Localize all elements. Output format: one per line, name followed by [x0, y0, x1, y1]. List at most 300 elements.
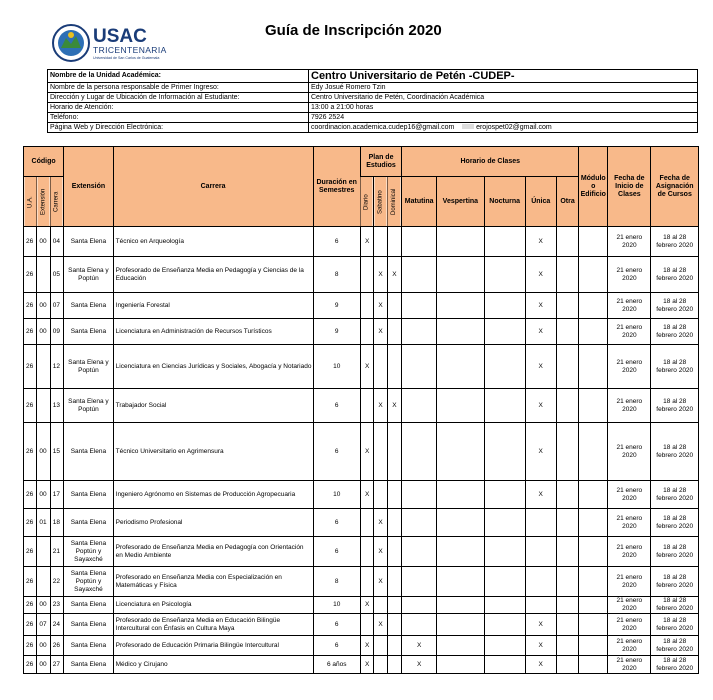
cell-ext: Santa Elena	[64, 656, 113, 674]
cell-inicio: 21 enero 2020	[608, 656, 651, 674]
cell-dom	[387, 567, 401, 597]
cell-carrera: Técnico Universitario en Agrimensura	[113, 423, 313, 481]
cell-dur: 10	[313, 597, 360, 614]
cell-ext: Santa Elena Poptún y Sayaxché	[64, 537, 113, 567]
cell-carrera: Profesorado de Enseñanza Media en Pedagogía y Ciencias de la Educación	[113, 257, 313, 293]
cell-sab: X	[374, 567, 387, 597]
cell-diario	[360, 319, 373, 345]
cell-asig: 18 al 28 febrero 2020	[651, 656, 699, 674]
cell-asig: 18 al 28 febrero 2020	[651, 345, 699, 389]
cell-modulo	[579, 656, 608, 674]
cell-mat	[402, 567, 437, 597]
cell-mat	[402, 293, 437, 319]
page-title: Guía de Inscripción 2020	[265, 22, 442, 39]
info-value: Centro Universitario de Petén -CUDEP-	[309, 70, 698, 83]
cell-sab	[374, 481, 387, 509]
cell-diario	[360, 567, 373, 597]
info-table	[47, 69, 698, 133]
cell-dom	[387, 614, 401, 636]
cell-c3: 18	[50, 509, 63, 537]
cell-dur: 10	[313, 345, 360, 389]
cell-diario: X	[360, 227, 373, 257]
cell-inicio: 21 enero 2020	[608, 537, 651, 567]
cell-otra	[556, 614, 579, 636]
cell-c1: 26	[24, 656, 37, 674]
info-label: Teléfono:	[48, 113, 309, 123]
cell-ext: Santa Elena y Poptún	[64, 389, 113, 423]
cell-asig: 18 al 28 febrero 2020	[651, 636, 699, 656]
cell-diario: X	[360, 597, 373, 614]
cell-sab: X	[374, 537, 387, 567]
cell-asig: 18 al 28 febrero 2020	[651, 509, 699, 537]
cell-uni: X	[525, 345, 556, 389]
cell-modulo	[579, 537, 608, 567]
info-value: Edy Josué Romero Tzin	[309, 83, 698, 93]
cell-c2	[37, 345, 50, 389]
cell-ext: Santa Elena	[64, 597, 113, 614]
table-row	[24, 636, 699, 656]
cell-otra	[556, 423, 579, 481]
cell-otra	[556, 656, 579, 674]
cell-carrera: Trabajador Social	[113, 389, 313, 423]
cell-ves	[437, 423, 484, 481]
header-fecha-inicio: Fecha de Inicio de Clases	[608, 147, 651, 227]
cell-c3: 15	[50, 423, 63, 481]
cell-carrera: Periodismo Profesional	[113, 509, 313, 537]
cell-c1: 26	[24, 319, 37, 345]
cell-dur: 9	[313, 319, 360, 345]
header-ua: U.A.	[24, 177, 37, 227]
cell-dur: 6 años	[313, 656, 360, 674]
info-value	[309, 123, 698, 133]
info-label: Dirección y Lugar de Ubicación de Información al Estudiante:	[48, 93, 309, 103]
cell-carrera: Licenciatura en Administración de Recursos Turísticos	[113, 319, 313, 345]
cell-c3: 13	[50, 389, 63, 423]
cell-ext: Santa Elena	[64, 227, 113, 257]
cell-ext: Santa Elena	[64, 614, 113, 636]
cell-carrera: Médico y Cirujano	[113, 656, 313, 674]
cell-inicio: 21 enero 2020	[608, 293, 651, 319]
cell-uni: X	[525, 423, 556, 481]
table-row	[24, 423, 699, 481]
cell-asig: 18 al 28 febrero 2020	[651, 481, 699, 509]
cell-dur: 6	[313, 537, 360, 567]
cell-mat	[402, 509, 437, 537]
cell-noc	[484, 636, 525, 656]
cell-modulo	[579, 509, 608, 537]
cell-dom	[387, 656, 401, 674]
cell-c2: 00	[37, 227, 50, 257]
cell-dom	[387, 293, 401, 319]
cell-inicio: 21 enero 2020	[608, 319, 651, 345]
header-codigo: Código	[24, 147, 64, 177]
cell-modulo	[579, 481, 608, 509]
email-link[interactable]: coordinacion.academica.cudep16@gmail.com	[311, 123, 455, 131]
cell-inicio: 21 enero 2020	[608, 636, 651, 656]
table-row	[24, 509, 699, 537]
cell-modulo	[579, 389, 608, 423]
cell-otra	[556, 345, 579, 389]
cell-c1: 26	[24, 614, 37, 636]
cell-c2: 00	[37, 636, 50, 656]
cell-otra	[556, 257, 579, 293]
cell-sab: X	[374, 319, 387, 345]
cell-uni: X	[525, 636, 556, 656]
cell-inicio: 21 enero 2020	[608, 389, 651, 423]
cell-modulo	[579, 423, 608, 481]
cell-c2: 01	[37, 509, 50, 537]
cell-noc	[484, 293, 525, 319]
cell-modulo	[579, 614, 608, 636]
cell-ves	[437, 509, 484, 537]
cell-dur: 9	[313, 293, 360, 319]
cell-mat: X	[402, 636, 437, 656]
cell-c1: 26	[24, 345, 37, 389]
cell-c2: 07	[37, 614, 50, 636]
cell-c2: 00	[37, 319, 50, 345]
cell-asig: 18 al 28 febrero 2020	[651, 319, 699, 345]
cell-asig: 18 al 28 febrero 2020	[651, 567, 699, 597]
cell-mat	[402, 389, 437, 423]
cell-diario: X	[360, 345, 373, 389]
cell-c1: 26	[24, 257, 37, 293]
table-row	[24, 481, 699, 509]
cell-dom	[387, 509, 401, 537]
cell-dom: X	[387, 389, 401, 423]
cell-mat	[402, 537, 437, 567]
table-row	[24, 597, 699, 614]
cell-asig: 18 al 28 febrero 2020	[651, 423, 699, 481]
cell-ves	[437, 257, 484, 293]
cell-dur: 6	[313, 227, 360, 257]
cell-modulo	[579, 227, 608, 257]
cell-uni	[525, 567, 556, 597]
cell-noc	[484, 614, 525, 636]
header-sabatino: Sabatino	[374, 177, 387, 227]
header-modulo: Módulo o Edificio	[579, 147, 608, 227]
cell-ves	[437, 636, 484, 656]
cell-diario: X	[360, 656, 373, 674]
cell-c2	[37, 567, 50, 597]
cell-c1: 26	[24, 293, 37, 319]
cell-ext: Santa Elena	[64, 423, 113, 481]
cell-uni: X	[525, 614, 556, 636]
header-fecha-asignacion: Fecha de Asignación de Cursos	[651, 147, 699, 227]
cell-c3: 23	[50, 597, 63, 614]
cell-asig: 18 al 28 febrero 2020	[651, 293, 699, 319]
cell-c3: 05	[50, 257, 63, 293]
cell-carrera: Profesorado de Enseñanza Media en Pedagogía con Orientación en Medio Ambiente	[113, 537, 313, 567]
cell-c3: 07	[50, 293, 63, 319]
cell-uni: X	[525, 656, 556, 674]
cell-sab	[374, 423, 387, 481]
cell-ext: Santa Elena	[64, 636, 113, 656]
cell-c1: 26	[24, 567, 37, 597]
cell-uni	[525, 537, 556, 567]
cell-ves	[437, 389, 484, 423]
cell-ves	[437, 567, 484, 597]
cell-c3: 22	[50, 567, 63, 597]
header-ext-code: Extensión	[37, 177, 50, 227]
table-row	[24, 227, 699, 257]
cell-c3: 24	[50, 614, 63, 636]
cell-otra	[556, 567, 579, 597]
cell-uni: X	[525, 389, 556, 423]
svg-text:TRICENTENARIA: TRICENTENARIA	[93, 45, 167, 55]
cell-inicio: 21 enero 2020	[608, 345, 651, 389]
cell-ext: Santa Elena Poptún y Sayaxché	[64, 567, 113, 597]
cell-noc	[484, 227, 525, 257]
info-value: 7926 2524	[309, 113, 698, 123]
cell-otra	[556, 319, 579, 345]
cell-asig: 18 al 28 febrero 2020	[651, 389, 699, 423]
cell-inicio: 21 enero 2020	[608, 481, 651, 509]
cell-noc	[484, 597, 525, 614]
table-row	[24, 537, 699, 567]
cell-noc	[484, 319, 525, 345]
cell-uni: X	[525, 319, 556, 345]
cell-dom	[387, 319, 401, 345]
cell-mat	[402, 423, 437, 481]
header-carrera: Carrera	[113, 147, 313, 227]
info-value: Centro Universitario de Petén, Coordinación Académica	[309, 93, 698, 103]
cell-ves	[437, 227, 484, 257]
cell-otra	[556, 636, 579, 656]
cell-diario: X	[360, 636, 373, 656]
cell-dom	[387, 423, 401, 481]
cell-inicio: 21 enero 2020	[608, 567, 651, 597]
cell-mat: X	[402, 656, 437, 674]
header-extension: Extensión	[64, 147, 113, 227]
cell-otra	[556, 597, 579, 614]
cell-diario	[360, 389, 373, 423]
table-row	[24, 257, 699, 293]
cell-c3: 26	[50, 636, 63, 656]
cell-carrera: Profesorado en Enseñanza Media con Especialización en Matemáticas y Física	[113, 567, 313, 597]
cell-ves	[437, 656, 484, 674]
cell-c3: 21	[50, 537, 63, 567]
cell-otra	[556, 227, 579, 257]
cell-ext: Santa Elena	[64, 293, 113, 319]
header-matutina: Matutina	[402, 177, 437, 227]
cell-dur: 6	[313, 389, 360, 423]
cell-noc	[484, 656, 525, 674]
cell-dur: 6	[313, 636, 360, 656]
cell-diario: X	[360, 481, 373, 509]
cell-c2	[37, 389, 50, 423]
cell-c3: 04	[50, 227, 63, 257]
svg-text:USAC: USAC	[93, 26, 147, 47]
cell-diario: X	[360, 423, 373, 481]
cell-c1: 26	[24, 537, 37, 567]
table-row	[24, 389, 699, 423]
cell-c1: 26	[24, 636, 37, 656]
header-dominical: Dominical	[387, 177, 401, 227]
cell-uni: X	[525, 481, 556, 509]
cell-dom	[387, 345, 401, 389]
cell-c1: 26	[24, 509, 37, 537]
cell-sab	[374, 636, 387, 656]
cell-diario	[360, 509, 373, 537]
cell-c2: 00	[37, 423, 50, 481]
cell-carrera: Ingeniero Agrónomo en Sistemas de Producción Agropecuaria	[113, 481, 313, 509]
cell-carrera: Técnico en Arqueología	[113, 227, 313, 257]
cell-modulo	[579, 257, 608, 293]
header-plan: Plan de Estudios	[360, 147, 401, 177]
table-row	[24, 567, 699, 597]
table-row	[24, 319, 699, 345]
table-row	[24, 656, 699, 674]
cell-diario	[360, 257, 373, 293]
cell-ves	[437, 597, 484, 614]
cell-diario	[360, 614, 373, 636]
cell-carrera: Ingeniería Forestal	[113, 293, 313, 319]
cell-sab: X	[374, 389, 387, 423]
cell-dur: 6	[313, 423, 360, 481]
cell-modulo	[579, 293, 608, 319]
cell-asig: 18 al 28 febrero 2020	[651, 227, 699, 257]
cell-c3: 27	[50, 656, 63, 674]
cell-c2: 00	[37, 597, 50, 614]
cell-dom	[387, 227, 401, 257]
usac-logo	[52, 22, 177, 64]
cell-c2	[37, 537, 50, 567]
cell-dom: X	[387, 257, 401, 293]
cell-c2	[37, 257, 50, 293]
cell-c3: 12	[50, 345, 63, 389]
cell-mat	[402, 257, 437, 293]
cell-sab: X	[374, 509, 387, 537]
cell-inicio: 21 enero 2020	[608, 614, 651, 636]
cell-dur: 6	[313, 509, 360, 537]
cell-noc	[484, 345, 525, 389]
cell-c3: 09	[50, 319, 63, 345]
cell-mat	[402, 319, 437, 345]
cell-otra	[556, 481, 579, 509]
cell-mat	[402, 227, 437, 257]
cell-ves	[437, 537, 484, 567]
cell-inicio: 21 enero 2020	[608, 423, 651, 481]
cell-dur: 6	[313, 614, 360, 636]
cell-ext: Santa Elena y Poptún	[64, 345, 113, 389]
cell-asig: 18 al 28 febrero 2020	[651, 537, 699, 567]
cell-uni: X	[525, 257, 556, 293]
cell-sab	[374, 345, 387, 389]
info-label: Nombre de la Unidad Académica:	[48, 70, 309, 83]
cell-modulo	[579, 597, 608, 614]
table-row	[24, 293, 699, 319]
table-row	[24, 614, 699, 636]
svg-text:Universidad de San Carlos de G: Universidad de San Carlos de Guatemala	[93, 56, 160, 60]
cell-c2: 00	[37, 293, 50, 319]
cell-sab	[374, 597, 387, 614]
cell-dom	[387, 636, 401, 656]
careers-table	[23, 146, 699, 674]
cell-ext: Santa Elena	[64, 509, 113, 537]
cell-mat	[402, 614, 437, 636]
cell-noc	[484, 567, 525, 597]
info-value: 13:00 a 21:00 horas	[309, 103, 698, 113]
email-link[interactable]: erojospet02@gmail.com	[476, 123, 552, 131]
cell-c2: 00	[37, 481, 50, 509]
cell-sab	[374, 656, 387, 674]
header-nocturna: Nocturna	[484, 177, 525, 227]
header-unica: Única	[525, 177, 556, 227]
cell-carrera: Profesorado de Educación Primaria Bilingüe Intercultural	[113, 636, 313, 656]
cell-dur: 8	[313, 257, 360, 293]
cell-otra	[556, 389, 579, 423]
cell-dom	[387, 537, 401, 567]
cell-noc	[484, 257, 525, 293]
cell-uni: X	[525, 227, 556, 257]
cell-mat	[402, 481, 437, 509]
cell-ext: Santa Elena y Poptún	[64, 257, 113, 293]
cell-dom	[387, 481, 401, 509]
cell-ves	[437, 293, 484, 319]
cell-noc	[484, 389, 525, 423]
cell-noc	[484, 481, 525, 509]
cell-dom	[387, 597, 401, 614]
cell-carrera: Licenciatura en Ciencias Jurídicas y Sociales, Abogacía y Notariado	[113, 345, 313, 389]
header-vespertina: Vespertina	[437, 177, 484, 227]
cell-c3: 17	[50, 481, 63, 509]
cell-otra	[556, 537, 579, 567]
cell-uni: X	[525, 293, 556, 319]
cell-diario	[360, 293, 373, 319]
info-label: Nombre de la persona responsable de Primer Ingreso:	[48, 83, 309, 93]
cell-otra	[556, 509, 579, 537]
cell-ves	[437, 319, 484, 345]
cell-mat	[402, 597, 437, 614]
cell-noc	[484, 509, 525, 537]
cell-modulo	[579, 567, 608, 597]
cell-c1: 26	[24, 227, 37, 257]
cell-asig: 18 al 28 febrero 2020	[651, 614, 699, 636]
cell-inicio: 21 enero 2020	[608, 227, 651, 257]
cell-ext: Santa Elena	[64, 481, 113, 509]
header-diario: Diario	[360, 177, 373, 227]
cell-mat	[402, 345, 437, 389]
redacted-block	[462, 124, 474, 129]
cell-sab: X	[374, 257, 387, 293]
cell-dur: 8	[313, 567, 360, 597]
cell-dur: 10	[313, 481, 360, 509]
cell-sab: X	[374, 614, 387, 636]
info-label: Página Web y Dirección Electrónica:	[48, 123, 309, 133]
cell-c1: 26	[24, 481, 37, 509]
cell-ves	[437, 614, 484, 636]
header-duracion: Duración en Semestres	[313, 147, 360, 227]
cell-asig: 18 al 28 febrero 2020	[651, 257, 699, 293]
cell-modulo	[579, 319, 608, 345]
header-otra: Otra	[556, 177, 579, 227]
cell-sab: X	[374, 293, 387, 319]
cell-modulo	[579, 636, 608, 656]
cell-inicio: 21 enero 2020	[608, 509, 651, 537]
cell-carrera: Profesorado de Enseñanza Media en Educación Bilingüe Intercultural con Énfasis en Cultura Maya	[113, 614, 313, 636]
cell-inicio: 21 enero 2020	[608, 597, 651, 614]
table-row	[24, 345, 699, 389]
cell-uni	[525, 509, 556, 537]
cell-c1: 26	[24, 597, 37, 614]
cell-ext: Santa Elena	[64, 319, 113, 345]
cell-uni	[525, 597, 556, 614]
cell-noc	[484, 537, 525, 567]
cell-sab	[374, 227, 387, 257]
cell-ves	[437, 481, 484, 509]
header-carrera-code: Carrera	[50, 177, 63, 227]
cell-noc	[484, 423, 525, 481]
